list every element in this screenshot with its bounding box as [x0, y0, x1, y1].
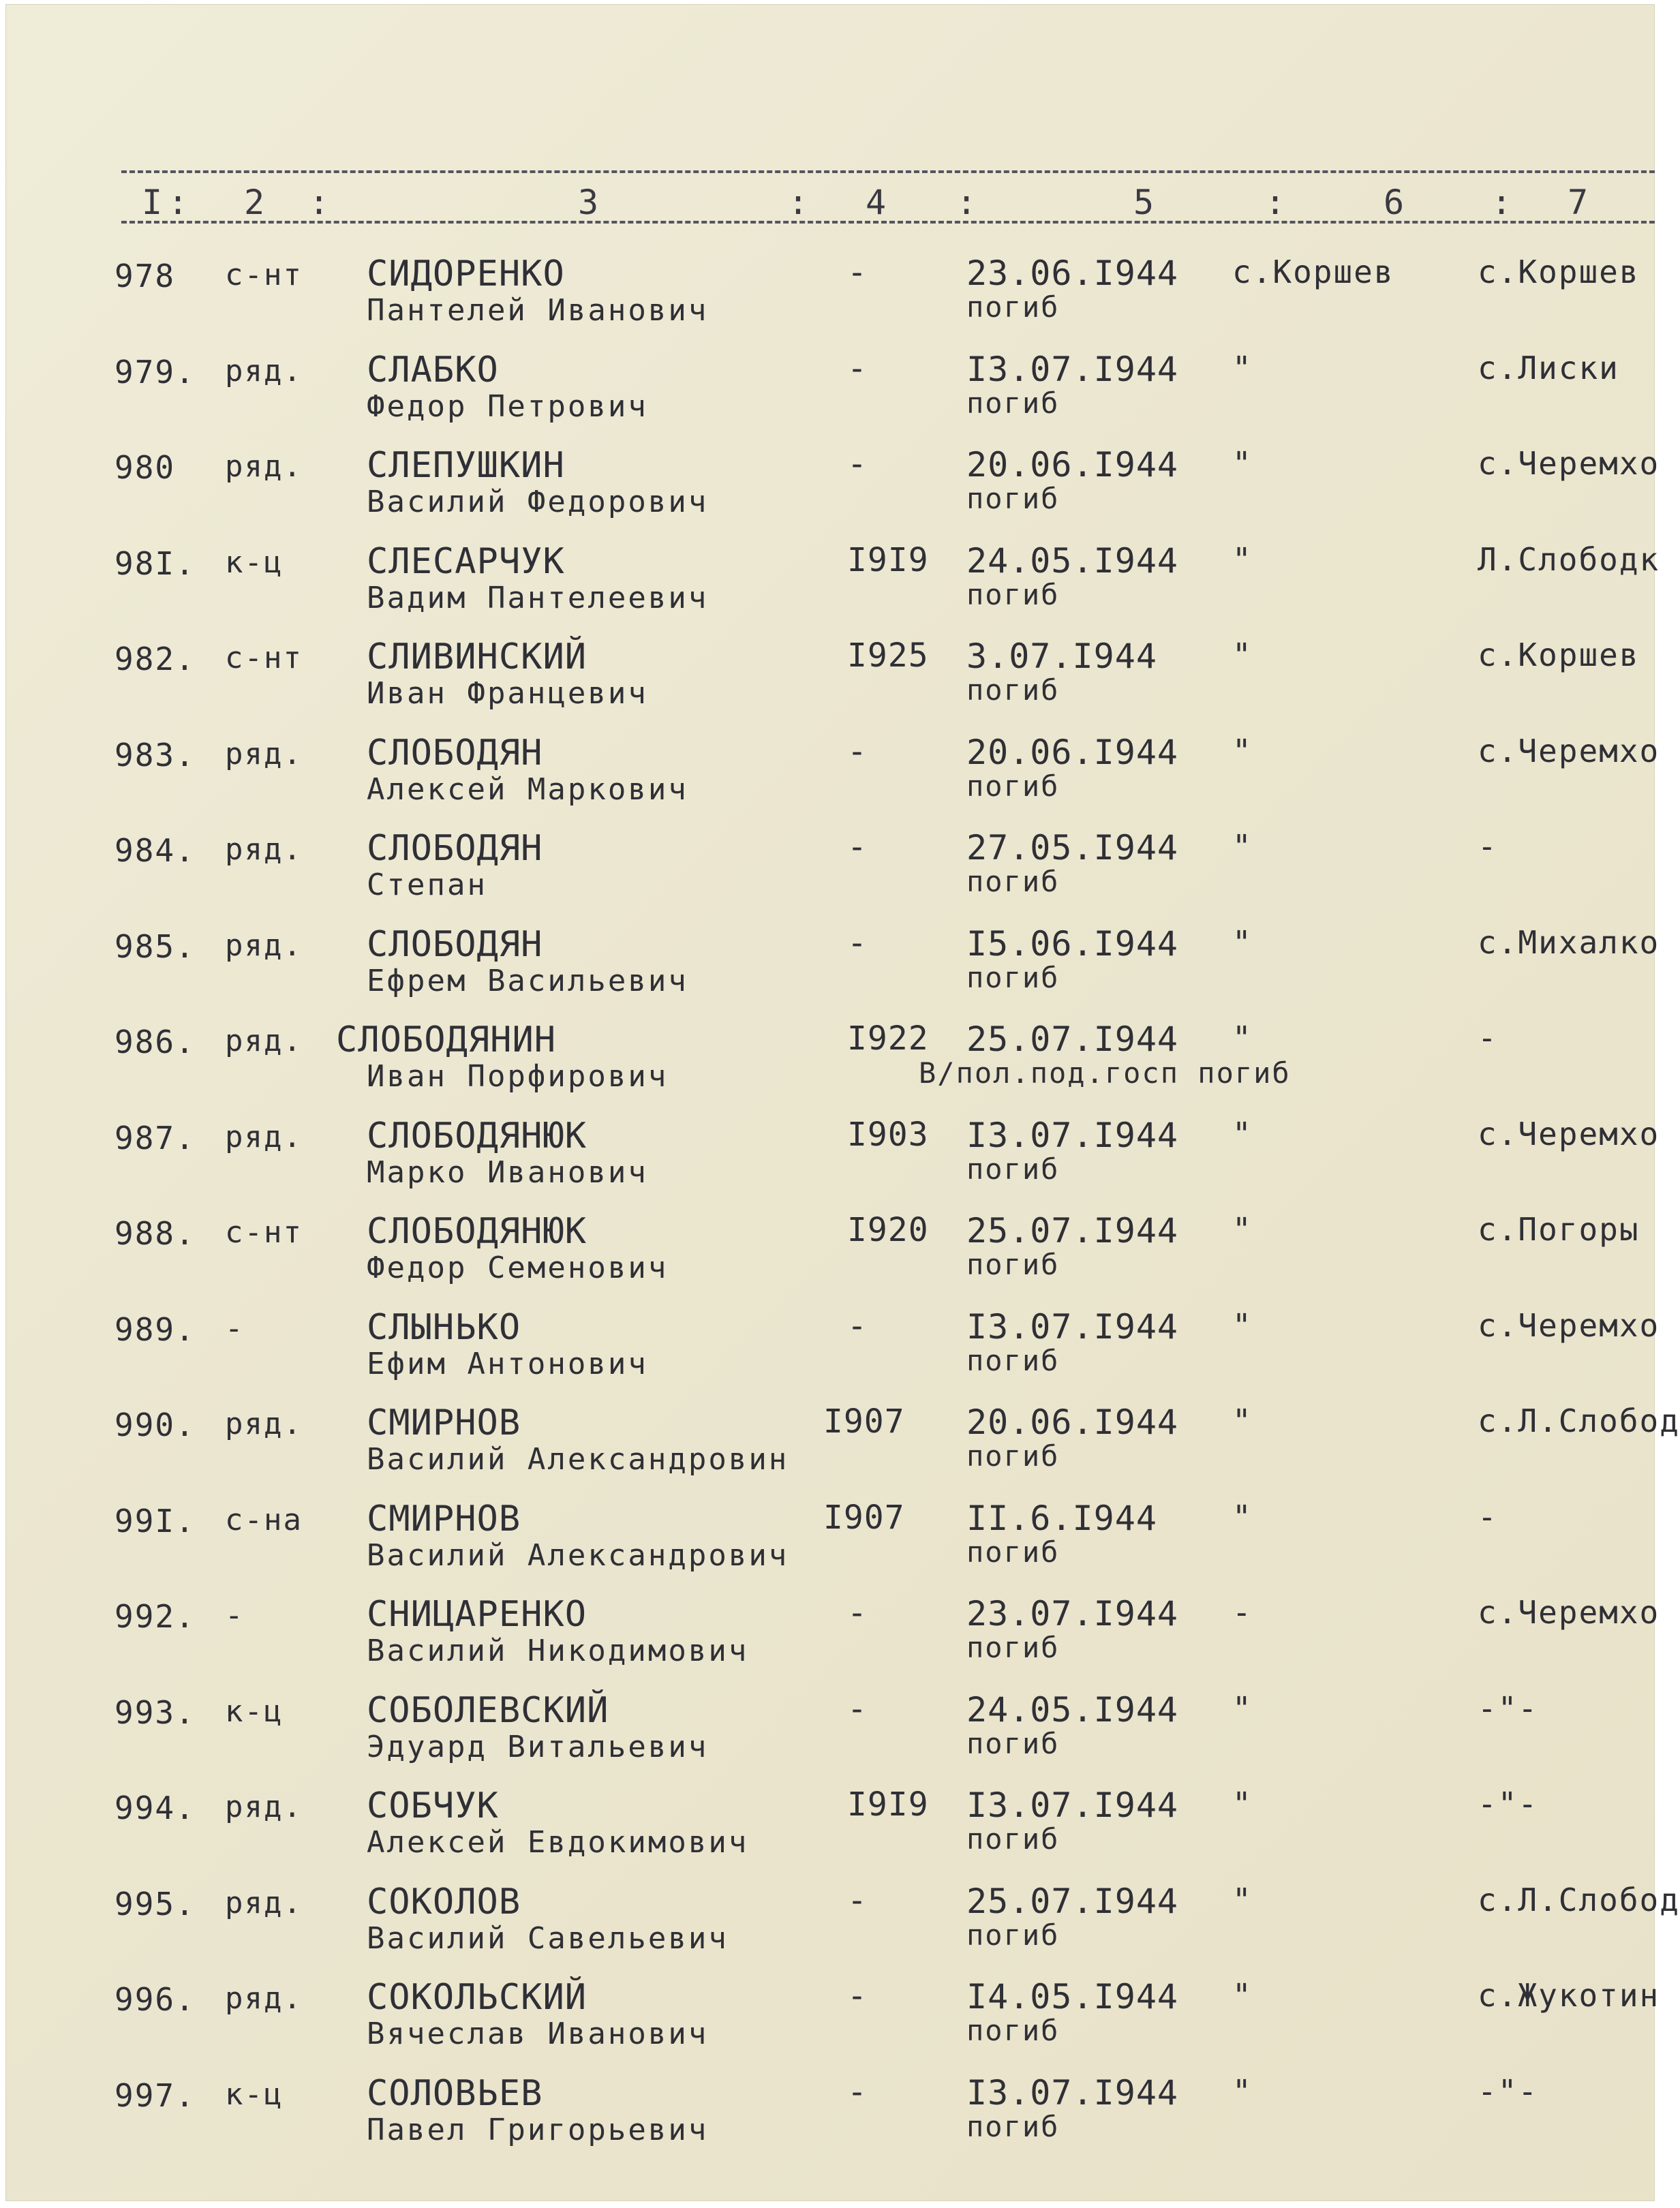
- record-given-names: Иван Порфирович: [367, 1059, 669, 1094]
- record-date: 20.06.I944: [966, 733, 1179, 772]
- record-fate: погиб: [966, 769, 1060, 803]
- record-rank: с-на: [225, 1503, 303, 1537]
- record-given-names: Ефрем Васильевич: [367, 964, 688, 998]
- record-number: 989.: [114, 1311, 196, 1348]
- record-burial-place: ": [1232, 1116, 1253, 1152]
- record-origin-place: с.Михалко: [1478, 924, 1660, 961]
- record-origin-place: -: [1478, 1019, 1498, 1056]
- record-number: 984.: [114, 832, 196, 869]
- record-date: 23.07.I944: [966, 1594, 1179, 1634]
- record-birth-year: -: [847, 350, 868, 388]
- record-birth-year: I9I9: [847, 541, 929, 579]
- record-given-names: Василий Александровин: [367, 1442, 789, 1477]
- record-origin-place: -"-: [1478, 2073, 1539, 2110]
- record-number: 978: [114, 258, 176, 294]
- record-surname: СИДОРЕНКО: [367, 254, 565, 294]
- record-birth-year: -: [847, 733, 868, 771]
- record-date: I4.05.I944: [966, 1977, 1179, 2017]
- column-divider: :: [956, 183, 977, 222]
- record-surname: СМИРНОВ: [367, 1499, 521, 1539]
- record-row: [5, 1116, 1660, 1215]
- record-birth-year: I925: [847, 637, 929, 675]
- record-row: [5, 445, 1660, 545]
- record-rank: ряд.: [225, 832, 303, 867]
- record-surname: СОЛОВЬЕВ: [367, 2073, 543, 2114]
- record-given-names: Эдуард Витальевич: [367, 1730, 709, 1764]
- record-date: II.6.I944: [966, 1499, 1157, 1538]
- record-number: 992.: [114, 1598, 196, 1635]
- record-given-names: Иван Францевич: [367, 676, 648, 711]
- record-birth-year: -: [847, 924, 868, 962]
- record-given-names: Федор Семенович: [367, 1251, 669, 1285]
- column-header-1: I: [142, 183, 163, 222]
- record-surname: СЛОБОДЯНЮК: [367, 1211, 587, 1252]
- record-surname: СЛАБКО: [367, 350, 499, 390]
- record-birth-year: I9I9: [847, 1785, 929, 1824]
- record-rank: ряд.: [225, 1886, 303, 1920]
- record-rank: ряд.: [225, 1790, 303, 1824]
- record-burial-place: ": [1232, 1211, 1253, 1248]
- record-date: 20.06.I944: [966, 445, 1179, 485]
- record-number: 994.: [114, 1790, 196, 1826]
- record-row: [5, 637, 1655, 736]
- record-birth-year: I907: [823, 1499, 905, 1537]
- record-origin-place: -"-: [1478, 1785, 1539, 1822]
- record-date: 24.05.I944: [966, 1690, 1179, 1730]
- record-surname: СЛОБОДЯН: [367, 924, 543, 965]
- record-birth-year: -: [847, 1882, 868, 1920]
- record-birth-year: -: [847, 445, 868, 483]
- record-fate: погиб: [966, 1535, 1060, 1569]
- record-surname: СЛОБОДЯН: [367, 733, 543, 773]
- record-surname: СОКОЛОВ: [367, 1882, 521, 1922]
- record-given-names: Василий Александрович: [367, 1538, 789, 1573]
- record-date: 25.07.I944: [966, 1019, 1179, 1059]
- record-fate: погиб: [966, 1918, 1060, 1952]
- record-row: [5, 1882, 1680, 1981]
- record-given-names: Василий Никодимович: [367, 1634, 749, 1668]
- record-birth-year: I920: [847, 1211, 929, 1249]
- record-given-names: Марко Иванович: [367, 1155, 648, 1190]
- record-fate: погиб: [966, 2110, 1060, 2143]
- record-number: 979.: [114, 354, 196, 390]
- record-fate: погиб: [966, 865, 1060, 898]
- record-surname: СОКОЛЬСКИЙ: [367, 1977, 587, 2018]
- record-fate: погиб: [966, 1439, 1060, 1473]
- record-rank: к-ц: [225, 1694, 284, 1729]
- record-surname: СЛОБОДЯН: [367, 828, 543, 869]
- record-given-names: Ефим Антонович: [367, 1347, 648, 1381]
- record-date: I5.06.I944: [966, 924, 1179, 964]
- record-fate: погиб: [966, 2014, 1060, 2047]
- record-date: 20.06.I944: [966, 1402, 1179, 1442]
- record-number: 987.: [114, 1120, 196, 1156]
- column-divider: :: [309, 183, 330, 222]
- document-page: [5, 4, 1680, 2201]
- record-row: [5, 828, 1655, 927]
- header-top-dashed-rule: [121, 170, 1655, 173]
- record-surname: СОБЧУК: [367, 1785, 499, 1826]
- record-burial-place: ": [1232, 350, 1253, 386]
- record-given-names: Пантелей Иванович: [367, 293, 709, 328]
- record-burial-place: ": [1232, 1882, 1253, 1918]
- record-rank: к-ц: [225, 545, 284, 580]
- record-number: 982.: [114, 641, 196, 677]
- record-given-names: Вячеслав Иванович: [367, 2017, 709, 2051]
- record-date: I3.07.I944: [966, 1307, 1179, 1347]
- record-rank: ряд.: [225, 928, 303, 963]
- header-bottom-dashed-rule: [121, 221, 1655, 224]
- record-origin-place: с.Черемхо: [1478, 1116, 1660, 1152]
- record-row: [5, 254, 1655, 353]
- record-rank: ряд.: [225, 1407, 303, 1441]
- record-burial-place: ": [1232, 1690, 1253, 1727]
- record-origin-place: с.Коршев: [1478, 637, 1640, 673]
- record-surname: СМИРНОВ: [367, 1402, 521, 1443]
- record-date: I3.07.I944: [966, 1785, 1179, 1825]
- record-row: [5, 1307, 1660, 1407]
- record-origin-place: -: [1478, 828, 1498, 865]
- record-surname: СНИЦАРЕНКО: [367, 1594, 587, 1635]
- record-fate: погиб: [966, 482, 1060, 515]
- record-date: I3.07.I944: [966, 1116, 1179, 1155]
- record-given-names: Вадим Пантелеевич: [367, 581, 709, 615]
- record-row: [5, 2073, 1655, 2173]
- record-row: [5, 350, 1655, 449]
- record-birth-year: -: [847, 828, 868, 866]
- record-number: 986.: [114, 1024, 196, 1060]
- record-number: 997.: [114, 2077, 196, 2114]
- record-burial-place: -: [1232, 1594, 1253, 1631]
- record-birth-year: -: [847, 1690, 868, 1728]
- record-birth-year: I922: [847, 1019, 929, 1058]
- record-burial-place: ": [1232, 733, 1253, 769]
- record-row: [5, 924, 1660, 1024]
- record-given-names: Алексей Евдокимович: [367, 1825, 749, 1860]
- record-row: [5, 1211, 1655, 1310]
- record-fate: погиб: [966, 578, 1060, 611]
- record-origin-place: с.Л.Слобод: [1478, 1402, 1680, 1439]
- record-origin-place: с.Черемхо: [1478, 1307, 1660, 1344]
- record-given-names: Василий Федорович: [367, 485, 709, 519]
- record-row: [5, 1594, 1660, 1693]
- column-divider: :: [168, 183, 189, 222]
- record-rank: ряд.: [225, 354, 303, 388]
- record-rank: к-ц: [225, 2077, 284, 2112]
- record-date: I3.07.I944: [966, 2073, 1179, 2113]
- record-rank: ряд.: [225, 1024, 303, 1058]
- record-origin-place: с.Погоры: [1478, 1211, 1640, 1248]
- record-origin-place: с.Л.Слобод: [1478, 1882, 1680, 1918]
- record-fate: погиб: [966, 1822, 1060, 1856]
- record-row: [5, 1019, 1655, 1119]
- record-date: 25.07.I944: [966, 1882, 1179, 1921]
- record-given-names: Степан: [367, 868, 487, 902]
- record-origin-place: с.Черемхо: [1478, 445, 1660, 482]
- record-surname: СЛОБОДЯНЮК: [367, 1116, 587, 1156]
- record-rank: -: [225, 1598, 245, 1633]
- column-divider: :: [1491, 183, 1512, 222]
- record-given-names: Василий Савельевич: [367, 1921, 729, 1956]
- record-surname: СЛЕСАРЧУК: [367, 541, 565, 582]
- record-number: 99I.: [114, 1503, 196, 1539]
- record-burial-place: ": [1232, 445, 1253, 482]
- record-fate: погиб: [966, 386, 1060, 420]
- record-date: 27.05.I944: [966, 828, 1179, 868]
- record-number: 990.: [114, 1407, 196, 1443]
- record-rank: ряд.: [225, 1981, 303, 2016]
- record-birth-year: -: [847, 1977, 868, 2015]
- column-header-6: 6: [1384, 183, 1405, 222]
- record-origin-place: с.Черемхо: [1478, 733, 1660, 769]
- record-row: [5, 1785, 1655, 1885]
- record-burial-place: ": [1232, 924, 1253, 961]
- record-row: [5, 1690, 1655, 1790]
- record-burial-place: ": [1232, 1785, 1253, 1822]
- record-number: 995.: [114, 1886, 196, 1922]
- record-birth-year: -: [847, 2073, 868, 2111]
- column-divider: :: [788, 183, 809, 222]
- record-fate: погиб: [966, 673, 1060, 707]
- record-surname: СЛОБОДЯНИН: [336, 1019, 557, 1060]
- record-rank: с-нт: [225, 258, 303, 292]
- record-fate: погиб: [966, 1631, 1060, 1664]
- record-burial-place: ": [1232, 1307, 1253, 1344]
- record-origin-place: с.Черемхо: [1478, 1594, 1660, 1631]
- column-header-2: 2: [244, 183, 265, 222]
- record-row: [5, 1402, 1680, 1502]
- record-row: [5, 1977, 1660, 2076]
- record-date: 3.07.I944: [966, 637, 1157, 676]
- record-date: 23.06.I944: [966, 254, 1179, 293]
- record-number: 988.: [114, 1215, 196, 1252]
- record-surname: СЛЕПУШКИН: [367, 445, 565, 486]
- record-number: 985.: [114, 928, 196, 965]
- record-fate: В/пол.под.госп погиб: [919, 1056, 1291, 1090]
- record-fate: погиб: [966, 961, 1060, 994]
- record-surname: СЛИВИНСКИЙ: [367, 637, 587, 677]
- record-birth-year: -: [847, 1594, 868, 1632]
- record-number: 980: [114, 449, 176, 486]
- record-number: 993.: [114, 1694, 196, 1731]
- record-burial-place: ": [1232, 1499, 1253, 1535]
- record-origin-place: -: [1478, 1499, 1498, 1535]
- record-origin-place: с.Лиски: [1478, 350, 1619, 386]
- column-header-7: 7: [1568, 183, 1589, 222]
- record-given-names: Алексей Маркович: [367, 772, 688, 807]
- record-burial-place: ": [1232, 1977, 1253, 2014]
- record-number: 98I.: [114, 545, 196, 582]
- record-burial-place: ": [1232, 828, 1253, 865]
- record-fate: погиб: [966, 1248, 1060, 1281]
- record-rank: ряд.: [225, 737, 303, 771]
- record-burial-place: с.Коршев: [1232, 254, 1394, 290]
- record-origin-place: Л.Слободк: [1478, 541, 1660, 578]
- record-given-names: Федор Петрович: [367, 389, 648, 424]
- record-birth-year: -: [847, 254, 868, 292]
- record-date: 25.07.I944: [966, 1211, 1179, 1251]
- record-fate: погиб: [966, 1344, 1060, 1377]
- record-fate: погиб: [966, 1727, 1060, 1760]
- record-row: [5, 541, 1660, 641]
- record-date: 24.05.I944: [966, 541, 1179, 581]
- record-burial-place: ": [1232, 1019, 1253, 1056]
- record-row: [5, 733, 1660, 832]
- record-row: [5, 1499, 1655, 1598]
- record-fate: погиб: [966, 290, 1060, 324]
- record-date: I3.07.I944: [966, 350, 1179, 389]
- column-header-4: 4: [866, 183, 887, 222]
- record-birth-year: -: [847, 1307, 868, 1345]
- record-rank: -: [225, 1311, 245, 1346]
- record-origin-place: с.Жукотин: [1478, 1977, 1660, 2014]
- record-given-names: Павел Григорьевич: [367, 2113, 709, 2147]
- record-origin-place: -"-: [1478, 1690, 1539, 1727]
- record-rank: с-нт: [225, 1215, 303, 1250]
- record-number: 996.: [114, 1981, 196, 2018]
- record-number: 983.: [114, 737, 196, 773]
- column-header-3: 3: [578, 183, 599, 222]
- record-burial-place: ": [1232, 2073, 1253, 2110]
- record-rank: ряд.: [225, 1120, 303, 1154]
- record-rank: ряд.: [225, 449, 303, 484]
- record-rank: с-нт: [225, 641, 303, 675]
- record-surname: СЛЫНЬКО: [367, 1307, 521, 1348]
- record-birth-year: I907: [823, 1402, 905, 1441]
- record-surname: СОБОЛЕВСКИЙ: [367, 1690, 609, 1731]
- record-origin-place: с.Коршев: [1478, 254, 1640, 290]
- record-burial-place: ": [1232, 541, 1253, 578]
- column-divider: :: [1265, 183, 1286, 222]
- record-burial-place: ": [1232, 1402, 1253, 1439]
- record-birth-year: I903: [847, 1116, 929, 1154]
- record-fate: погиб: [966, 1152, 1060, 1186]
- record-burial-place: ": [1232, 637, 1253, 673]
- column-header-5: 5: [1133, 183, 1155, 222]
